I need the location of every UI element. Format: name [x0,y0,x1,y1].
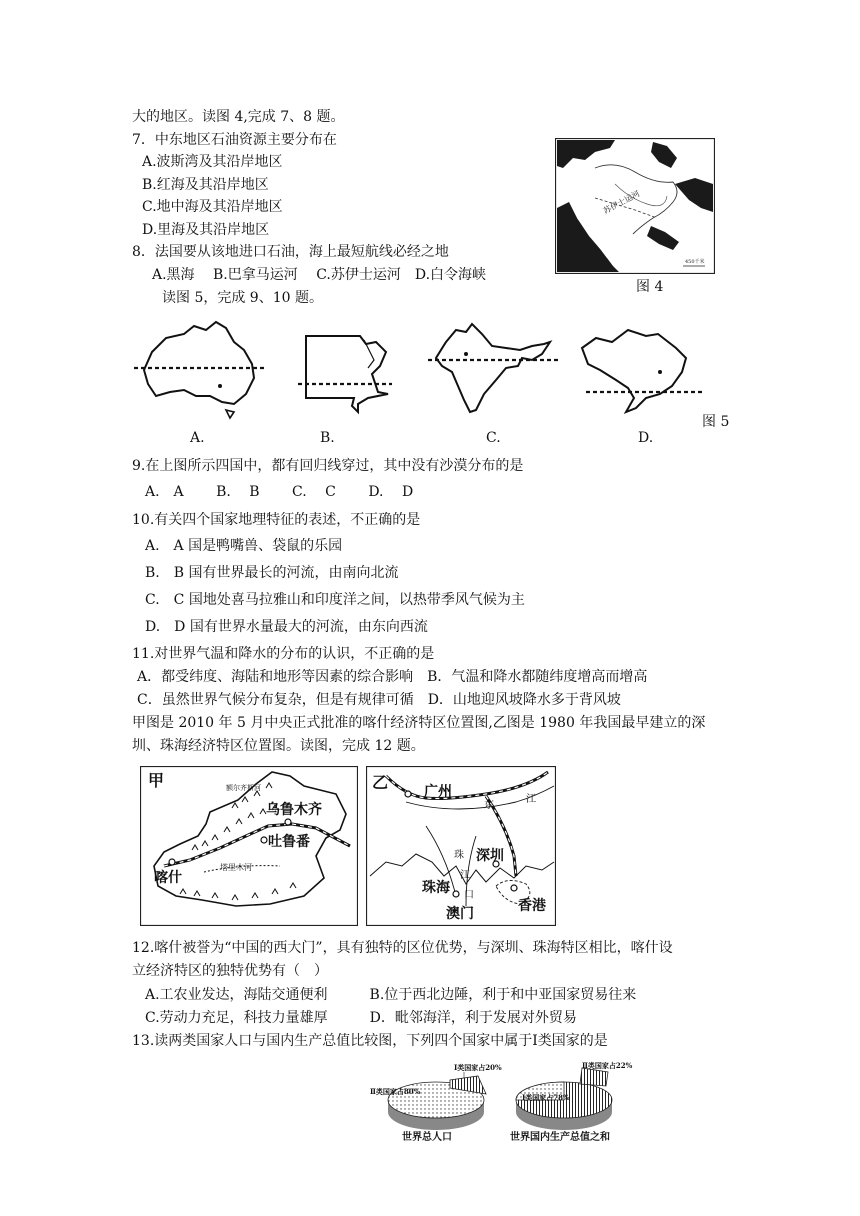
question-13: 13.读两类国家人口与国内生产总值比较图，下列四个国家中属于Ⅰ类国家的是 [132,1033,608,1049]
river-dongjiang-label-1: 东 [484,800,494,811]
country-a-outline [134,322,266,418]
river-irtysh-label: 额尔齐斯河 [226,784,261,792]
q12-options-ab: A.工农业发达，海陆交通便利 B.位于西北边陲，利于和中亚国家贸易往来 [145,987,637,1003]
q8-options: A.黑海 B.巴拿马运河 C.苏伊士运河 D.白令海峡 [152,267,487,283]
q11-options-ab: A．都受纬度、海陆和地形等因素的综合影响 B．气温和降水都随纬度增高而增高 [137,669,648,685]
zhujiang-label-2: 江 [460,870,470,881]
question-9: 9.在上图所示四国中，都有回归线穿过，其中没有沙漠分布的是 [132,458,524,474]
intro-tail: 大的地区。读图 4,完成 7、8 题。 [132,109,345,125]
figure-5-label-a: A. [190,430,205,446]
figure-yi-map [366,766,556,926]
question-10: 10.有关四个国家地理特征的表述，不正确的是 [132,512,421,528]
city-turpan-label: 吐鲁番 [268,834,310,850]
read-figure-5: 读图 5，完成 9、10 题。 [162,290,323,306]
pie1-label-class-II: Ⅱ类国家占80% [370,1087,421,1096]
pie1-label-class-I: Ⅰ类国家占20% [454,1063,502,1072]
q10-option-a: A. A 国是鸭嘴兽、袋鼠的乐园 [145,538,343,554]
q10-option-c: C. C 国地处喜马拉雅山和印度洋之间，以热带季风气候为主 [145,592,525,608]
figure-13-pies [368,1060,728,1146]
q7-option-d: D.里海及其沿岸地区 [142,222,270,238]
figure-5-maps [130,312,710,424]
city-shenzhen-label: 深圳 [476,848,504,864]
pie2-label-class-II: Ⅱ类国家占22% [582,1061,633,1070]
pie-world-population [388,1072,486,1130]
city-zhuhai-label: 珠海 [422,880,450,896]
figure-5-label-b: B. [320,430,335,446]
river-tarim-label: 塔里木河 [220,863,252,872]
figure-jia-map [140,766,358,926]
figure-4-caption: 图 4 [636,279,664,295]
jia-tag: 甲 [148,771,165,790]
intro-12-line1: 甲图是 2010 年 5 月中央正式批准的喀什经济特区位置图,乙图是 1980 年我国最早建立的深 [132,715,706,731]
river-dongjiang-label-2: 江 [526,794,536,805]
q7-option-a: A.波斯湾及其沿岸地区 [142,154,283,170]
country-c-outline [428,324,560,412]
q10-option-b: B. B 国有世界最长的河流，由南向北流 [145,565,399,581]
city-guangzhou-label: 广州 [424,784,452,800]
country-d-outline [582,330,704,412]
city-macau-label: 澳门 [446,906,474,922]
city-urumqi-label: 乌鲁木齐 [266,802,322,818]
pie2-title: 世界国内生产总值之和 [510,1132,610,1143]
figure-5-label-c: C. [486,430,501,446]
q11-options-cd: C．虽然世界气候分布复杂，但是有规律可循 D．山地迎风坡降水多于背风坡 [137,692,621,708]
q7-option-b: B.红海及其沿岸地区 [142,177,269,193]
pie2-label-class-I: Ⅰ类国家占78% [522,1093,570,1102]
canal-label: 苏伊士运河 [601,189,642,216]
q9-options: A. A B. B C. C D. D [145,484,414,500]
figure-5-label-d: D. [638,430,654,446]
figure-5-caption: 图 5 [702,414,730,430]
city-kashgar-label: 喀什 [154,870,182,886]
q10-option-d: D. D 国有世界水量最大的河流，由东向西流 [145,619,428,635]
pie1-title: 世界总人口 [402,1132,452,1143]
question-12-line2: 立经济特区的独特优势有（ ） [132,963,328,979]
question-8: 8．法国要从该地进口石油，海上最短航线必经之地 [132,244,449,260]
zhujiang-label-3: 口 [464,890,474,901]
question-12-line1: 12.喀什被誉为“中国的西大门”，具有独特的区位优势，与深圳、珠海特区相比，喀什设 [132,940,673,956]
q7-option-c: C.地中海及其沿岸地区 [142,199,283,215]
yi-tag: 乙 [372,773,389,792]
question-11: 11.对世界气温和降水的分布的认识，不正确的是 [132,646,435,662]
intro-12-line2: 圳、珠海经济特区位置图。读图，完成 12 题。 [132,738,425,754]
figure-4-map [555,138,715,274]
country-b-outline [298,336,392,412]
scale-label: 450千米 [685,259,705,265]
question-7: 7．中东地区石油资源主要分布在 [132,132,337,148]
city-hongkong-label: 香港 [518,898,546,914]
q12-options-cd: C.劳动力充足，科技力量雄厚 D．毗邻海洋，利于发展对外贸易 [145,1010,577,1026]
zhujiang-label-1: 珠 [454,850,464,861]
